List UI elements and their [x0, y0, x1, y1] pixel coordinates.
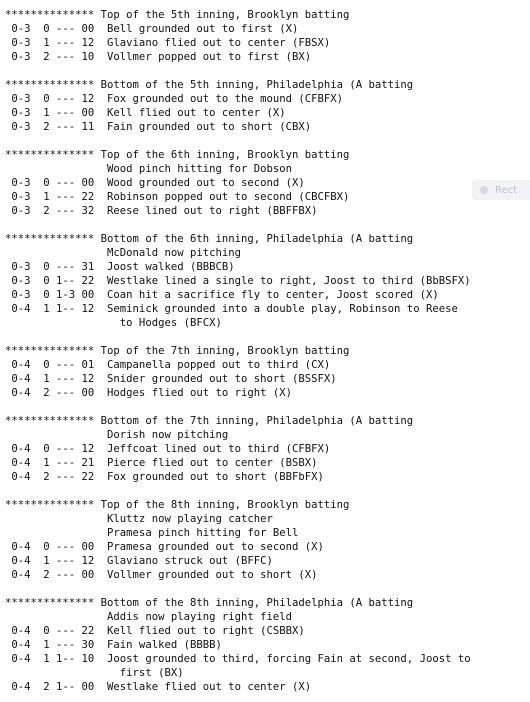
spacer [5, 64, 530, 78]
play-line: 0-3 1 --- 12 Glaviano flied out to center (FBSX) [5, 37, 331, 49]
play-line: 0-3 0 1-3 00 Coan hit a sacrifice fly to center, Joost scored (X) [5, 289, 439, 301]
play-line: 0-4 0 --- 01 Campanella popped out to third (CX) [5, 359, 331, 371]
play-line: Dorish now pitching [5, 429, 229, 441]
play-line: 0-4 2 1-- 00 Westlake flied out to center (X) [5, 681, 312, 693]
play-line: 0-4 1 --- 12 Snider grounded out to short (BSSFX) [5, 373, 337, 385]
inning-header-line: ************** Bottom of the 6th inning, Philadelphia (A batting [5, 233, 414, 245]
play-line: 0-4 0 --- 00 Pramesa grounded out to second (X) [5, 541, 324, 553]
play-line: 0-3 0 --- 00 Bell grounded out to first (X) [5, 23, 299, 35]
inning-header-line: ************** Top of the 7th inning, Brooklyn batting [5, 345, 350, 357]
play-line: 0-3 1 --- 00 Kell flied out to center (X) [5, 107, 286, 119]
play-line: 0-4 1 1-- 10 Joost grounded to third, forcing Fain at second, Joost to [5, 653, 471, 665]
play-by-play-log [5, 8, 530, 694]
play-line: Pramesa pinch hitting for Bell [5, 527, 299, 539]
play-line: 0-4 2 --- 00 Vollmer grounded out to short (X) [5, 569, 318, 581]
play-line: 0-3 0 --- 00 Wood grounded out to second (X) [5, 177, 305, 189]
inning-header-line: ************** Top of the 8th inning, Brooklyn batting [5, 499, 350, 511]
play-line: 0-3 0 --- 12 Fox grounded out to the mound (CFBFX) [5, 93, 344, 105]
circle-icon [480, 186, 488, 194]
play-line: 0-3 1 --- 22 Robinson popped out to second (CBCFBX) [5, 191, 350, 203]
play-line: 0-4 0 --- 12 Jeffcoat lined out to third (CFBFX) [5, 443, 331, 455]
play-line: 0-3 2 --- 32 Reese lined out to right (BBFFBX) [5, 205, 318, 217]
play-line: 0-3 2 --- 11 Fain grounded out to short (CBX) [5, 121, 312, 133]
spacer [5, 484, 530, 498]
spacer [5, 582, 530, 596]
spacer [5, 330, 530, 344]
play-line: Addis now playing right field [5, 611, 293, 623]
play-line: 0-4 0 --- 22 Kell flied out to right (CSBBX) [5, 625, 305, 637]
spacer [5, 134, 530, 148]
play-line: 0-3 2 --- 10 Vollmer popped out to first (BX) [5, 51, 312, 63]
overlay-label: Rect [495, 184, 518, 196]
play-line: first (BX) [5, 667, 184, 679]
play-line: 0-4 1 --- 12 Glaviano struck out (BFFC) [5, 555, 273, 567]
play-line: 0-3 0 --- 31 Joost walked (BBBCB) [5, 261, 235, 273]
inning-header-line: ************** Bottom of the 8th inning, Philadelphia (A batting [5, 597, 414, 609]
play-line: McDonald now pitching [5, 247, 241, 259]
play-line: Wood pinch hitting for Dobson [5, 163, 293, 175]
inning-header-line: ************** Bottom of the 5th inning, Philadelphia (A batting [5, 79, 414, 91]
inning-header-line: ************** Bottom of the 7th inning, Philadelphia (A batting [5, 415, 414, 427]
spacer [5, 218, 530, 232]
play-line: 0-4 1 --- 30 Fain walked (BBBB) [5, 639, 222, 651]
play-line: 0-4 1 --- 21 Pierce flied out to center (BSBX) [5, 457, 318, 469]
play-line: 0-4 1 1-- 12 Seminick grounded into a double play, Robinson to Reese [5, 303, 458, 315]
faded-overlay-button[interactable] [472, 180, 530, 200]
inning-header-line: ************** Top of the 6th inning, Brooklyn batting [5, 149, 350, 161]
play-line: 0-4 2 --- 22 Fox grounded out to short (BBFbFX) [5, 471, 324, 483]
inning-header-line: ************** Top of the 5th inning, Brooklyn batting [5, 9, 350, 21]
play-line: 0-3 0 1-- 22 Westlake lined a single to right, Joost to third (BbBSFX) [5, 275, 471, 287]
play-line: to Hodges (BFCX) [5, 317, 222, 329]
play-line: 0-4 2 --- 00 Hodges flied out to right (X) [5, 387, 293, 399]
play-line: Kluttz now playing catcher [5, 513, 273, 525]
spacer [5, 400, 530, 414]
